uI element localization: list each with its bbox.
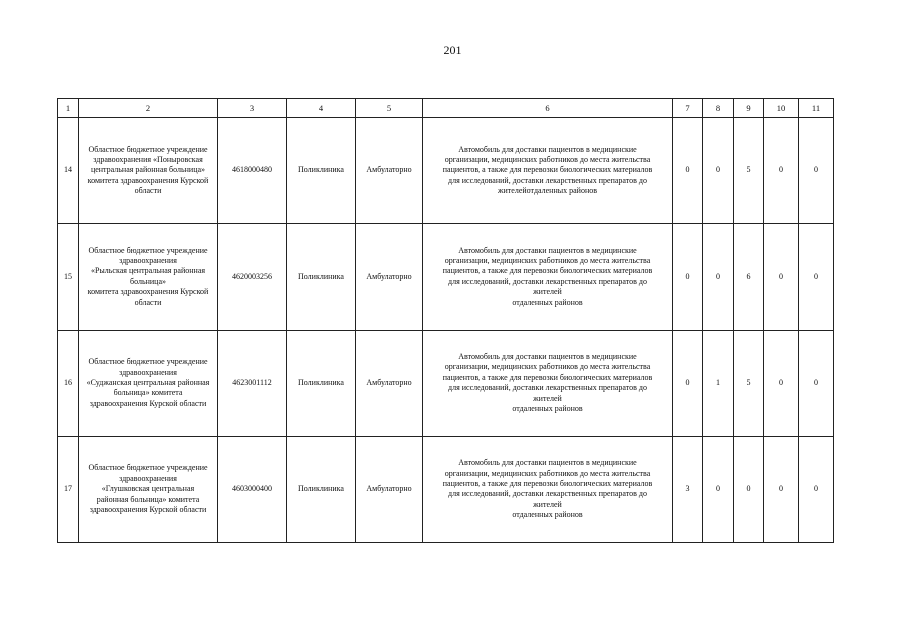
value-col-8: 0 bbox=[703, 224, 734, 330]
vehicle-description-line: Автомобиль для доставки пациентов в медицинские bbox=[458, 245, 637, 255]
value-col-8: 1 bbox=[703, 330, 734, 436]
organization-name-line: больница» bbox=[130, 276, 166, 286]
value-col-10: 0 bbox=[764, 224, 799, 330]
value-col-7: 0 bbox=[673, 224, 703, 330]
organization-code: 4618000480 bbox=[218, 118, 287, 224]
value-col-10: 0 bbox=[764, 118, 799, 224]
value-col-7: 0 bbox=[673, 330, 703, 436]
organization-name-line: Областное бюджетное учреждение bbox=[88, 144, 208, 154]
vehicle-description-line: для исследований, доставки лекарственных препаратов до bbox=[448, 175, 647, 185]
header-cell-1: 1 bbox=[58, 99, 79, 118]
value-col-9: 5 bbox=[734, 118, 764, 224]
vehicle-description-line: отдаленных районов bbox=[512, 403, 583, 413]
table-body bbox=[58, 118, 834, 543]
vehicle-description-line: организации, медицинских работников до места жительства bbox=[444, 256, 651, 266]
header-cell-8: 8 bbox=[703, 99, 734, 118]
organization-name-line: Областное бюджетное учреждение bbox=[88, 245, 208, 255]
vehicle-description-line: организации, медицинских работников до места жительства bbox=[444, 155, 651, 165]
organization-name bbox=[79, 224, 218, 330]
organization-name bbox=[79, 330, 218, 436]
vehicle-description-line: Автомобиль для доставки пациентов в медицинские bbox=[458, 144, 637, 154]
row-number: 15 bbox=[58, 224, 79, 330]
organization-code: 4620003256 bbox=[218, 224, 287, 330]
organization-name-line: комитета здравоохранения Курской bbox=[87, 287, 209, 297]
organization-name-line: здравоохранения Курской области bbox=[89, 398, 207, 408]
header-cell-7: 7 bbox=[673, 99, 703, 118]
value-col-8: 0 bbox=[703, 436, 734, 542]
care-type: Амбулаторно bbox=[356, 330, 423, 436]
organization-name-line: центральная районная больница» bbox=[90, 165, 206, 175]
organization-name-line: здравоохранения «Поныровская bbox=[93, 155, 203, 165]
vehicle-description-line: жителейотдаленных районов bbox=[497, 186, 598, 196]
header-cell-3: 3 bbox=[218, 99, 287, 118]
vehicle-description-line: отдаленных районов bbox=[512, 510, 583, 520]
facility-type: Поликлиника bbox=[287, 118, 356, 224]
row-number: 16 bbox=[58, 330, 79, 436]
header-cell-4: 4 bbox=[287, 99, 356, 118]
facility-type: Поликлиника bbox=[287, 436, 356, 542]
organization-code: 4603000400 bbox=[218, 436, 287, 542]
table-row bbox=[58, 118, 834, 224]
organization-name bbox=[79, 118, 218, 224]
value-col-10: 0 bbox=[764, 436, 799, 542]
vehicle-description-line: Автомобиль для доставки пациентов в медицинские bbox=[458, 458, 637, 468]
value-col-9: 0 bbox=[734, 436, 764, 542]
table-row bbox=[58, 436, 834, 542]
vehicle-description-line: организации, медицинских работников до места жительства bbox=[444, 468, 651, 478]
organization-name-line: комитета здравоохранения Курской bbox=[87, 175, 209, 185]
value-col-10: 0 bbox=[764, 330, 799, 436]
care-type: Амбулаторно bbox=[356, 436, 423, 542]
value-col-11: 0 bbox=[799, 436, 834, 542]
organization-name-line: больница» комитета bbox=[113, 388, 183, 398]
care-type: Амбулаторно bbox=[356, 118, 423, 224]
vehicle-description-line: пациентов, а также для перевозки биологических материалов bbox=[442, 266, 653, 276]
row-number: 14 bbox=[58, 118, 79, 224]
value-col-9: 6 bbox=[734, 224, 764, 330]
header-cell-10: 10 bbox=[764, 99, 799, 118]
vehicle-description-line: пациентов, а также для перевозки биологических материалов bbox=[442, 165, 653, 175]
vehicle-description-line: организации, медицинских работников до места жительства bbox=[444, 362, 651, 372]
vehicle-description bbox=[423, 118, 673, 224]
table-row bbox=[58, 224, 834, 330]
organization-name-line: здравоохранения bbox=[119, 367, 177, 377]
value-col-11: 0 bbox=[799, 118, 834, 224]
vehicle-description-line: для исследований, доставки лекарственных препаратов до bbox=[448, 383, 647, 393]
vehicle-description-line: Автомобиль для доставки пациентов в медицинские bbox=[458, 351, 637, 361]
value-col-7: 3 bbox=[673, 436, 703, 542]
vehicle-description-line: жителей bbox=[533, 287, 562, 297]
table-row bbox=[58, 330, 834, 436]
organization-name-line: области bbox=[134, 186, 162, 196]
organization-name-line: здравоохранения bbox=[119, 473, 177, 483]
header-row bbox=[58, 99, 834, 118]
header-cell-5: 5 bbox=[356, 99, 423, 118]
header-cell-2: 2 bbox=[79, 99, 218, 118]
row-number: 17 bbox=[58, 436, 79, 542]
organization-name-line: «Рыльская центральная районная bbox=[90, 266, 206, 276]
vehicle-description-line: жителей bbox=[533, 499, 562, 509]
facility-type: Поликлиника bbox=[287, 330, 356, 436]
data-table bbox=[57, 98, 834, 543]
page-number: 201 bbox=[443, 43, 462, 57]
value-col-9: 5 bbox=[734, 330, 764, 436]
vehicle-description-line: пациентов, а также для перевозки биологических материалов bbox=[442, 372, 653, 382]
value-col-7: 0 bbox=[673, 118, 703, 224]
value-col-11: 0 bbox=[799, 224, 834, 330]
header-cell-11: 11 bbox=[799, 99, 834, 118]
organization-name-line: Областное бюджетное учреждение bbox=[88, 357, 208, 367]
vehicle-description-line: отдаленных районов bbox=[512, 297, 583, 307]
vehicle-description-line: для исследований, доставки лекарственных препаратов до bbox=[448, 489, 647, 499]
header-cell-6: 6 bbox=[423, 99, 673, 118]
organization-name-line: «Суджанская центральная районная bbox=[86, 377, 210, 387]
vehicle-description-line: пациентов, а также для перевозки биологических материалов bbox=[442, 478, 653, 488]
vehicle-description bbox=[423, 330, 673, 436]
header-cell-9: 9 bbox=[734, 99, 764, 118]
organization-code: 4623001112 bbox=[218, 330, 287, 436]
organization-name-line: Областное бюджетное учреждение bbox=[88, 463, 208, 473]
vehicle-description bbox=[423, 224, 673, 330]
organization-name-line: «Глушковская центральная bbox=[101, 484, 195, 494]
care-type: Амбулаторно bbox=[356, 224, 423, 330]
organization-name-line: районная больница» комитета bbox=[96, 494, 200, 504]
vehicle-description-line: для исследований, доставки лекарственных препаратов до bbox=[448, 276, 647, 286]
vehicle-description bbox=[423, 436, 673, 542]
value-col-11: 0 bbox=[799, 330, 834, 436]
value-col-8: 0 bbox=[703, 118, 734, 224]
organization-name-line: области bbox=[134, 297, 162, 307]
facility-type: Поликлиника bbox=[287, 224, 356, 330]
organization-name bbox=[79, 436, 218, 542]
organization-name-line: здравоохранения Курской области bbox=[89, 504, 207, 514]
organization-name-line: здравоохранения bbox=[119, 256, 177, 266]
vehicle-description-line: жителей bbox=[533, 393, 562, 403]
